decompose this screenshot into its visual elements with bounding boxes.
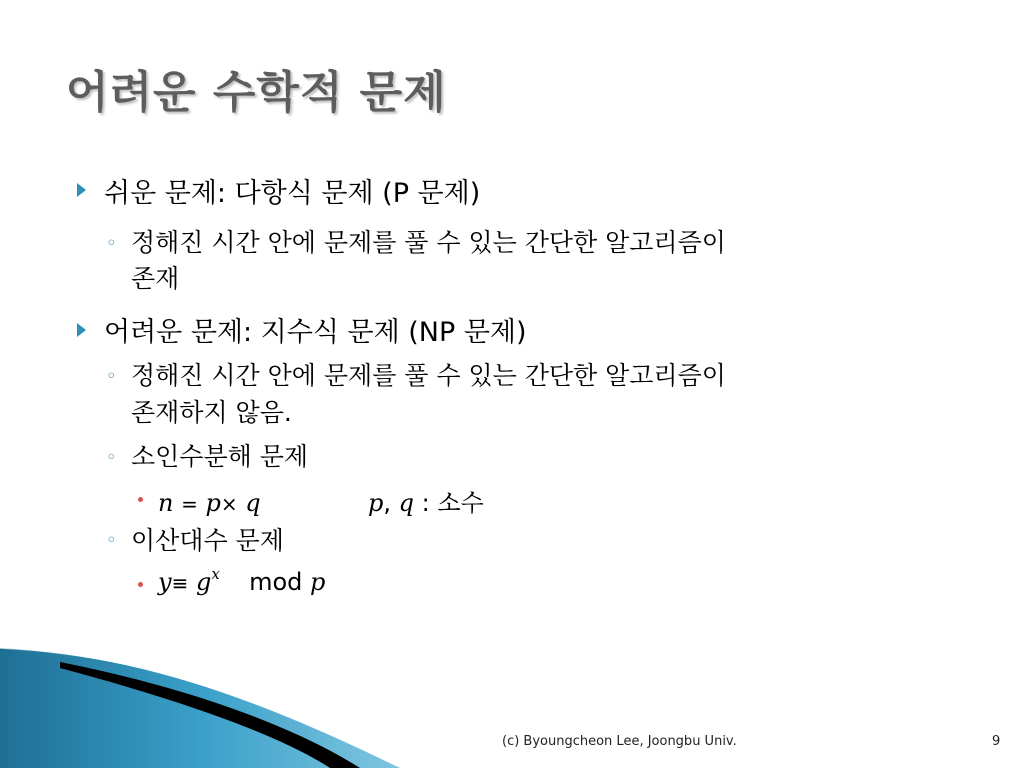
- formula-discrete-log: $y\equiv g^x$ mod p: [158, 565, 326, 596]
- list-item-easy-desc: 정해진 시간 안에 문제를 풀 수 있는 간단한 알고리즘이: [131, 228, 726, 257]
- formula-factorization: n = p× q p, q : 소수: [158, 489, 484, 517]
- ring-bullet-icon: ◦: [106, 366, 117, 387]
- list-item-factorization: 소인수분해 문제: [131, 442, 308, 471]
- list-item-hard-desc-cont: 존재하지 않음.: [131, 398, 292, 427]
- page-number: 9: [992, 734, 1001, 749]
- ring-bullet-icon: ◦: [106, 447, 117, 468]
- footer-copyright: (c) Byoungcheon Lee, Joongbu Univ.: [502, 734, 737, 749]
- ring-bullet-icon: ◦: [106, 530, 117, 551]
- slide-title: 어려운 수학적 문제: [66, 67, 447, 118]
- list-item-hard-problem: 어려운 문제: 지수식 문제 (NP 문제): [104, 317, 527, 348]
- ring-bullet-icon: ◦: [106, 233, 117, 254]
- list-item-easy-problem: 쉬운 문제: 다항식 문제 (P 문제): [104, 178, 481, 209]
- list-item-hard-desc: 정해진 시간 안에 문제를 풀 수 있는 간단한 알고리즘이: [131, 361, 726, 390]
- list-item-easy-desc-cont: 존재: [131, 264, 180, 293]
- list-item-discrete-log: 이산대수 문제: [131, 526, 284, 555]
